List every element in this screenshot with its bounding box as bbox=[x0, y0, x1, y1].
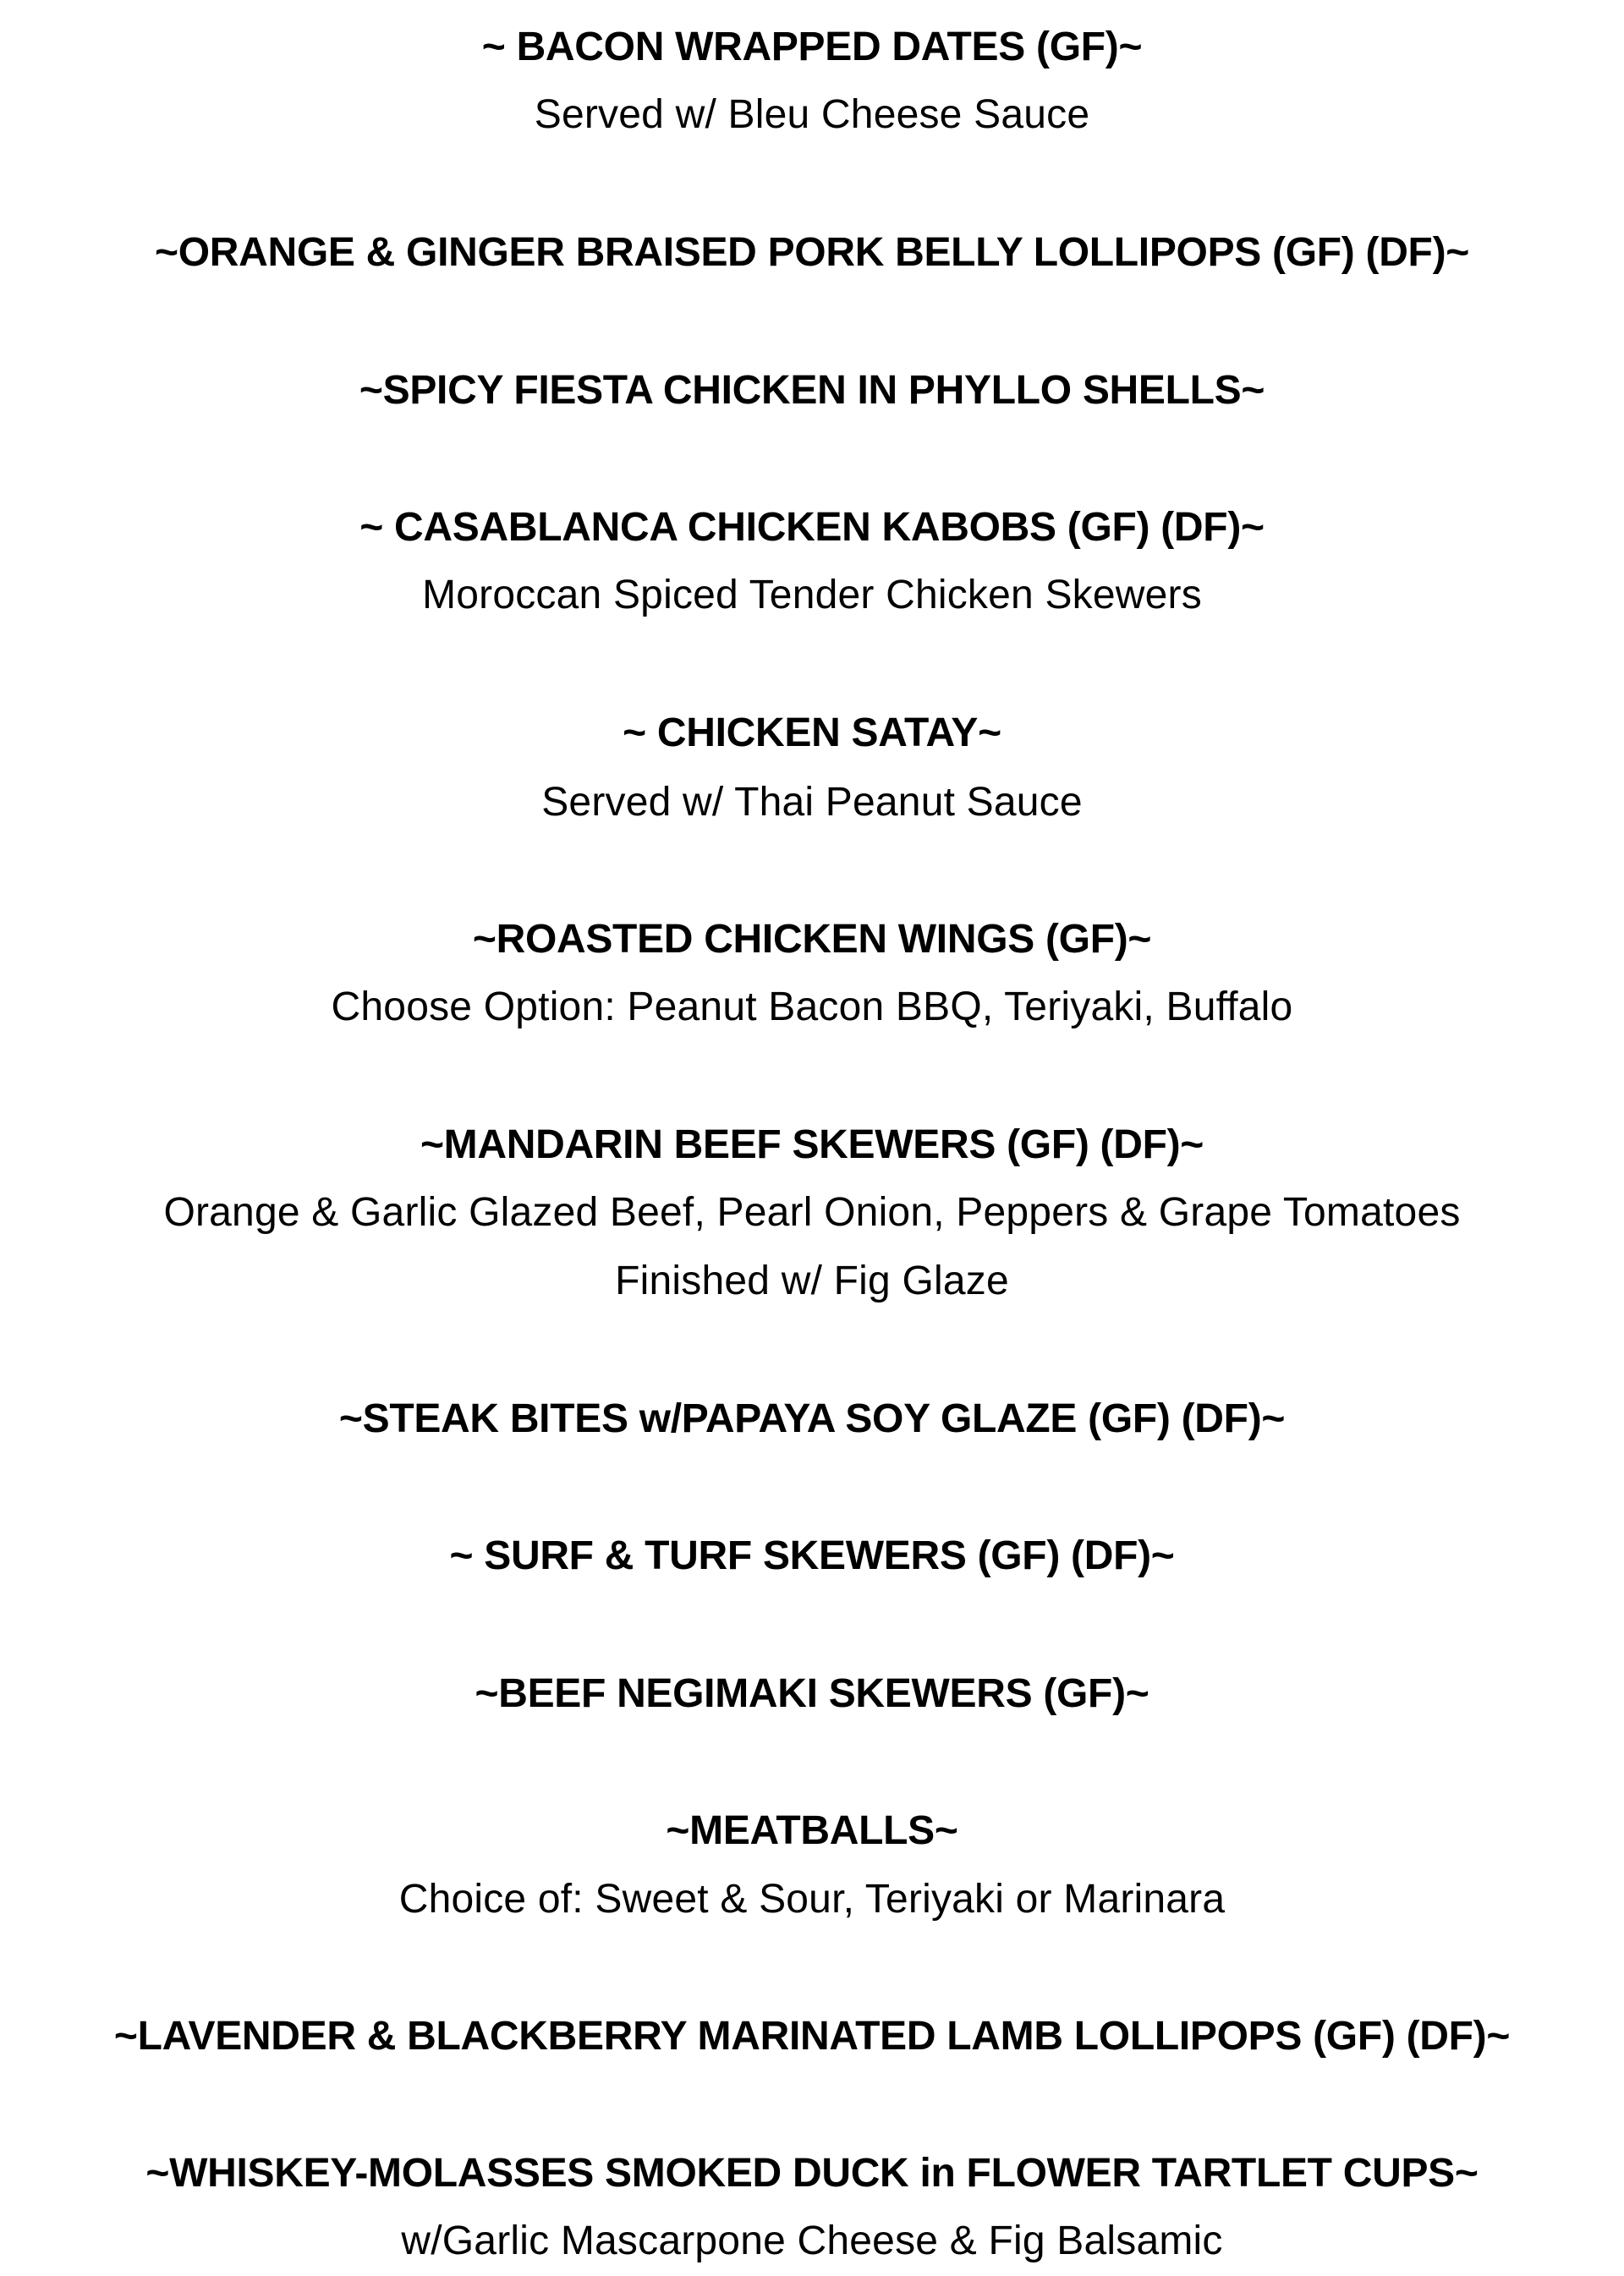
menu-item-description: Orange & Garlic Glazed Beef, Pearl Onion, Peppers & Grape Tomatoes bbox=[163, 1190, 1461, 1235]
menu-item-description: Choice of: Sweet & Sour, Teriyaki or Marinara bbox=[398, 1877, 1226, 1922]
menu-item-title: ~ SURF & TURF SKEWERS (GF) (DF)~ bbox=[449, 1533, 1175, 1578]
menu-item-description: Moroccan Spiced Tender Chicken Skewers bbox=[422, 573, 1202, 617]
menu-item-description: Served w/ Bleu Cheese Sauce bbox=[534, 92, 1090, 137]
menu-item-title: ~SPICY FIESTA CHICKEN IN PHYLLO SHELLS~ bbox=[359, 368, 1265, 413]
menu-item-title: ~MEATBALLS~ bbox=[666, 1808, 958, 1853]
menu-item-description: w/Garlic Mascarpone Cheese & Fig Balsamic bbox=[401, 2218, 1223, 2263]
menu-item-title: ~WHISKEY-MOLASSES SMOKED DUCK in FLOWER TARTLET CUPS~ bbox=[145, 2151, 1479, 2196]
menu-item-title: ~STEAK BITES w/PAPAYA SOY GLAZE (GF) (DF)~ bbox=[338, 1396, 1286, 1441]
menu-item-title: ~ BACON WRAPPED DATES (GF)~ bbox=[481, 25, 1143, 69]
menu-item-description: Choose Option: Peanut Bacon BBQ, Teriyaki, Buffalo bbox=[331, 984, 1293, 1029]
menu-item-description: Served w/ Thai Peanut Sauce bbox=[541, 780, 1083, 825]
menu-item-title: ~ CHICKEN SATAY~ bbox=[623, 710, 1001, 755]
menu-item-title: ~ROASTED CHICKEN WINGS (GF)~ bbox=[472, 917, 1152, 962]
menu-item-title: ~ CASABLANCA CHICKEN KABOBS (GF) (DF)~ bbox=[359, 505, 1265, 550]
menu-item-description: Finished w/ Fig Glaze bbox=[615, 1259, 1009, 1303]
menu-item-title: ~ORANGE & GINGER BRAISED PORK BELLY LOLLIPOPS (GF) (DF)~ bbox=[154, 230, 1469, 275]
menu-item-title: ~BEEF NEGIMAKI SKEWERS (GF)~ bbox=[475, 1671, 1149, 1716]
menu-item-title: ~MANDARIN BEEF SKEWERS (GF) (DF)~ bbox=[420, 1122, 1204, 1167]
menu-item-title: ~LAVENDER & BLACKBERRY MARINATED LAMB LOLLIPOPS (GF) (DF)~ bbox=[113, 2014, 1511, 2059]
